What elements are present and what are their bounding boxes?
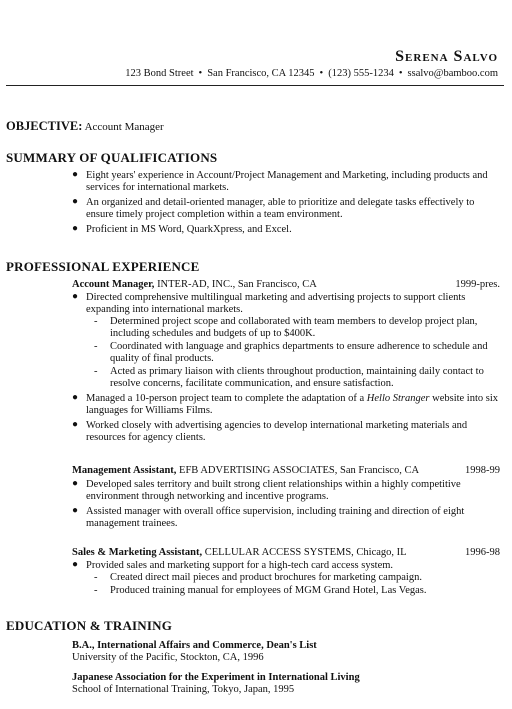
job-title: Sales & Marketing Assistant,	[72, 547, 203, 558]
list-item: ● Proficient in MS Word, QuarkXpress, and Excel.	[72, 224, 500, 236]
bullet-text: website into six languages for Williams Films.	[86, 393, 499, 416]
sub-item: - Produced training manual for employees of MGM Grand Hotel, Las Vegas.	[86, 585, 500, 597]
job-header	[72, 279, 500, 290]
bullet-text: Provided sales and marketing support for a high-tech card access system.	[86, 560, 394, 571]
list-item	[72, 393, 500, 417]
bullet-text: Managed a 10-person project team to complete the adaptation of a	[86, 393, 367, 404]
objective-text: Account Manager	[84, 121, 164, 133]
sub-item: - Coordinated with language and graphics departments to ensure adherence to schedule and quality of final products.	[86, 341, 500, 365]
job-company: INTER-AD, INC., San Francisco, CA	[157, 279, 317, 290]
bullet-text: Directed comprehensive multilingual marketing and advertising projects to support clients expanding into international markets.	[86, 292, 466, 315]
sub-item: - Acted as primary liaison with clients throughout production, maintaining daily contact to resolve concerns, facilitate communication, and ensure satisfaction.	[86, 366, 500, 390]
education-school: School of International Training, Tokyo, Japan, 1995	[72, 684, 295, 695]
job-header	[72, 547, 500, 558]
job-title: Management Assistant,	[72, 465, 177, 476]
experience-heading: PROFESSIONAL EXPERIENCE	[6, 259, 200, 274]
education-school: University of the Pacific, Stockton, CA, 1996	[72, 652, 264, 663]
summary-heading: SUMMARY OF QUALIFICATIONS	[6, 150, 218, 165]
job-header	[72, 465, 500, 476]
list-item: ● Eight years' experience in Account/Project Management and Marketing, including products and services for international markets.	[72, 170, 500, 194]
education-degree: B.A., International Affairs and Commerce, Dean's List	[72, 640, 317, 651]
job-company: EFB ADVERTISING ASSOCIATES, San Francisco, CA	[179, 465, 420, 476]
project-name: Hello Stranger	[366, 393, 430, 404]
contact-email: ssalvo@bamboo.com	[407, 68, 498, 79]
education-entry	[72, 672, 360, 696]
contact-city: San Francisco, CA 12345	[207, 68, 315, 79]
header-divider	[6, 85, 504, 86]
job-bullets	[72, 560, 500, 600]
sub-item: - Determined project scope and collaborated with team members to develop project plan, including schedules and budgets of up to $400K.	[86, 316, 500, 340]
education-entry	[72, 640, 317, 664]
education-degree: Japanese Association for the Experiment in International Living	[72, 672, 360, 683]
contact-phone: (123) 555-1234	[328, 68, 394, 79]
job-dates: 1998-99	[465, 465, 500, 476]
sub-item: - Created direct mail pieces and product brochures for marketing campaign.	[86, 572, 500, 584]
list-item: ● An organized and detail-oriented manager, able to prioritize and delegate tasks effectively to ensure timely project completion within a team environment.	[72, 197, 500, 221]
list-item	[72, 560, 500, 597]
list-item: ● Developed sales territory and built strong client relationships within a highly competitive environment through networking and incentive programs.	[72, 479, 500, 503]
education-heading: EDUCATION & TRAINING	[6, 618, 173, 633]
job-dates: 1996-98	[465, 547, 500, 558]
job-title: Account Manager,	[72, 279, 155, 290]
objective-heading: OBJECTIVE:	[6, 119, 83, 133]
summary-list	[72, 170, 500, 239]
list-item	[72, 292, 500, 390]
job-dates: 1999-pres.	[455, 279, 500, 290]
list-item: ● Worked closely with advertising agencies to develop international marketing materials and resources for agency clients.	[72, 420, 500, 444]
job-bullets	[72, 479, 500, 533]
contact-line: 123 Bond Street • San Francisco, CA 12345 • (123) 555-1234 • ssalvo@bamboo.com	[125, 68, 498, 79]
job-company: CELLULAR ACCESS SYSTEMS, Chicago, IL	[204, 547, 407, 558]
objective-line	[6, 119, 164, 134]
job-bullets	[72, 292, 500, 447]
candidate-name: Serena Salvo	[395, 48, 498, 65]
list-item: ● Assisted manager with overall office supervision, including training and direction of eight management trainees.	[72, 506, 500, 530]
contact-address: 123 Bond Street	[125, 68, 194, 79]
